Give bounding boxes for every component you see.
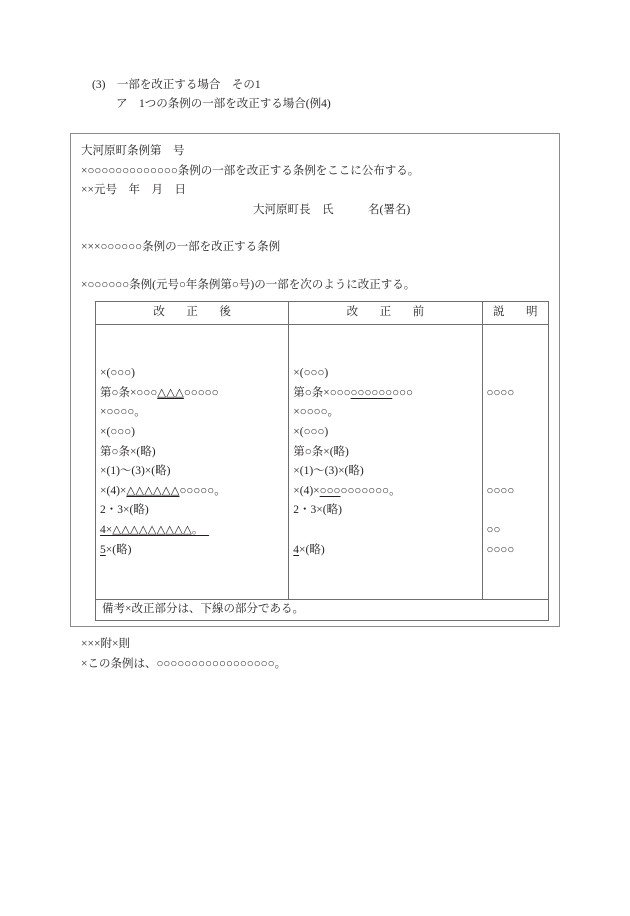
amendment-line: ○○○○ [486, 543, 515, 556]
plain-segment: 2・3×(略) [100, 504, 149, 517]
cell-after-column [96, 325, 289, 600]
amendment-line [289, 521, 481, 541]
heading-level-2: ア 1つの条例の一部を改正する場合(例4) [116, 98, 331, 110]
plain-segment: ○○○ [392, 386, 414, 399]
amendment-line [289, 541, 481, 561]
plain-segment: 第○条×(略) [293, 445, 349, 458]
plain-segment: ×(1)～(3)×(略) [100, 465, 171, 478]
amendment-line: ○○ [486, 523, 501, 536]
remarks-cell: 備考×改正部分は、下線の部分である。 [96, 600, 549, 621]
amendment-line [483, 462, 548, 482]
amended-segment: 4×△△△△△△△△△。 [100, 523, 210, 536]
amendment-line [96, 541, 288, 561]
plain-segment: ×(略) [105, 543, 132, 556]
plain-segment: 第○条×○○○ [293, 386, 351, 399]
amendment-line [289, 443, 481, 463]
amendment-line [289, 364, 481, 384]
column-header-note: 説 明 [482, 302, 548, 325]
plain-segment: ×○○○○。 [293, 406, 340, 419]
amendment-line: ○○○○ [486, 386, 515, 399]
amendment-line [96, 423, 288, 443]
enacting-clause-line: ×○○○○○○条例(元号○年条例第○号)の一部を次のように改正する。 [81, 278, 416, 291]
plain-segment: ×(○○○) [293, 367, 329, 380]
ordinance-example-frame [70, 133, 560, 670]
amendment-line [289, 501, 481, 521]
spacer-before-title [81, 220, 549, 238]
promulgation-date-line: ××元号 年 月 日 [81, 184, 186, 196]
heading-level-1: (3) 一部を改正する場合 その1 [92, 79, 261, 91]
amendment-comparison-table [95, 301, 549, 621]
table-content-row [96, 325, 549, 600]
amendment-line [96, 521, 288, 541]
amended-segment: 5 [100, 543, 106, 556]
table-remarks-row [96, 600, 549, 621]
ordinance-number-line: 大河原町条例第 号 [81, 145, 185, 157]
supplementary-body-line: ×この条例は、○○○○○○○○○○○○○○○○○。 [81, 657, 287, 670]
plain-segment: 第○条×○○○ [100, 386, 158, 399]
promulgation-line: ×○○○○○○○○○○○○○条例の一部を改正する条例をここに公布する。 [81, 164, 420, 177]
plain-segment: ×(4)× [100, 484, 127, 497]
amendment-line [289, 423, 481, 443]
plain-segment: 2・3×(略) [293, 504, 342, 517]
amendment-line [483, 443, 548, 463]
plain-segment: ○○○○○ [183, 386, 219, 399]
ordinance-title-line: ×××○○○○○○条例の一部を改正する条例 [81, 241, 281, 253]
amendment-line [289, 462, 481, 482]
table-header-row [96, 302, 549, 325]
amendment-line [289, 384, 481, 404]
amendment-line: ○○○○ [486, 484, 515, 497]
plain-segment: ×(略) [299, 543, 325, 556]
plain-segment: ×○○○○。 [100, 406, 146, 419]
plain-segment: 第○条×(略) [100, 445, 156, 458]
spacer-before-enacting [81, 258, 549, 276]
amendment-line [483, 403, 548, 423]
plain-segment: ×(1)～(3)×(略) [293, 465, 364, 478]
amended-segment: △△△ [157, 386, 184, 399]
plain-segment: ○○○○○。 [179, 484, 226, 497]
amendment-line [96, 403, 288, 423]
cell-before-column [289, 325, 482, 600]
column-header-before: 改 正 前 [289, 302, 482, 325]
amendment-line [96, 364, 288, 384]
amendment-line [96, 462, 288, 482]
amended-segment: 4 [293, 543, 300, 556]
amended-segment: △△△△△△ [126, 484, 180, 497]
plain-segment: ×(○○○) [100, 367, 135, 380]
amendment-line [483, 364, 548, 384]
supplementary-title-line: ×××附×則 [81, 638, 130, 651]
plain-segment: ×(4)× [293, 484, 320, 497]
column-header-after: 改 正 後 [96, 302, 289, 325]
plain-segment: ×(○○○) [100, 425, 135, 438]
amendment-line [289, 403, 481, 423]
table-header [96, 302, 549, 325]
amendment-line [96, 501, 288, 521]
plain-segment: ×(○○○) [293, 425, 329, 438]
cell-note-column [482, 325, 548, 600]
amendment-line [483, 423, 548, 443]
amendment-line [483, 501, 548, 521]
supplementary-provisions [81, 635, 549, 674]
plain-segment: ○○○○○○○。 [340, 484, 401, 497]
amendment-line [96, 384, 288, 404]
amendment-line [289, 482, 481, 502]
amendment-line [96, 482, 288, 502]
mayor-signature-line: 大河原町長 氏 名(署名) [253, 203, 411, 216]
section-headings [70, 76, 570, 114]
table-body [96, 325, 549, 621]
amended-segment: ○○○○○○ [350, 386, 393, 399]
amended-segment: ○○○ [319, 484, 341, 497]
amendment-line [96, 443, 288, 463]
